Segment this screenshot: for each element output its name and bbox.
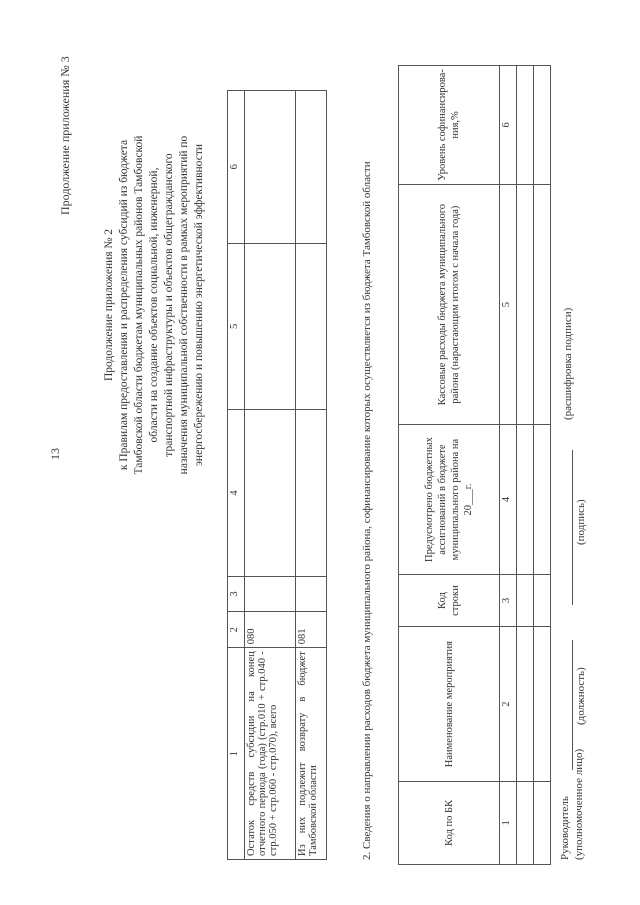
row-name: Остаток средств субсидии на конец отчетного периода (года) (стр.010 + стр.040 - стр.050 + стр.060 - стр.070), всего: [245, 648, 296, 860]
row-code: 080: [245, 612, 296, 648]
table-header-row: [228, 91, 245, 860]
col-number: 6: [500, 66, 517, 185]
table-cell: [534, 425, 551, 574]
page-number: 13: [48, 448, 62, 460]
col-header: 1: [228, 648, 245, 860]
decode-caption: (расшифровка подписи): [562, 307, 574, 420]
table-cell: [517, 627, 534, 781]
table-cell: [517, 66, 534, 185]
signature-line: [572, 450, 573, 605]
table-row: [245, 91, 296, 860]
position-caption: (должность): [575, 667, 587, 725]
table-cell: [517, 184, 534, 425]
appendix-2-title: Продолжение приложения № 2: [103, 228, 115, 382]
position-line: [572, 640, 573, 770]
table-header-row: [399, 66, 500, 865]
col-number: 5: [500, 184, 517, 425]
signature-head-subtitle: (уполномоченное лицо): [573, 748, 585, 860]
col-number: 4: [500, 425, 517, 574]
table-cell: [534, 781, 551, 864]
table-cell: [296, 91, 327, 244]
appendix-3-continuation: Продолжение приложения № 3: [58, 56, 72, 215]
expenses-table: [398, 65, 551, 865]
appendix-2-line: области на создание объектов социальной, инженерной,: [148, 167, 160, 443]
appendix-2-line: транспортной инфраструктуры и объектов общегражданского: [163, 153, 175, 457]
appendix-2-line: энергосбережению и повышению энергетической эффективности: [193, 144, 205, 466]
table-cell: [245, 576, 296, 611]
table-cell: [534, 66, 551, 185]
col-header: Код по БК: [399, 781, 500, 864]
signature-head-title: Руководитель: [559, 796, 571, 860]
row-code: 081: [296, 612, 327, 648]
table-cell: [517, 574, 534, 627]
appendix-2-line: Тамбовской области бюджетам муниципальных районов Тамбовской: [133, 135, 145, 475]
appendix-2-line: назначения муниципальной собственности в рамках мероприятий по: [178, 135, 190, 475]
signature-caption: (подпись): [575, 499, 587, 545]
col-header: Код строки: [399, 574, 500, 627]
row-name: Из них подлежит возврату в бюджет Тамбовской области: [296, 648, 327, 860]
subsidy-balance-table: [227, 90, 327, 860]
col-header: 2: [228, 612, 245, 648]
appendix-2-line: к Правилам предоставления и распределения субсидий из бюджета: [118, 139, 130, 471]
table-row: [296, 91, 327, 860]
col-number: 2: [500, 627, 517, 781]
appendix-2-header: [102, 5, 207, 605]
col-header: Наименование мероприятия: [399, 627, 500, 781]
table-cell: [245, 91, 296, 244]
col-header: Кассовые расходы бюджета муниципального района (нарастающим итогом с начала года): [399, 184, 500, 425]
table-number-row: [500, 66, 517, 865]
table-cell: [296, 243, 327, 410]
table-cell: [517, 781, 534, 864]
table-cell: [534, 574, 551, 627]
col-number: 1: [500, 781, 517, 864]
col-header: 3: [228, 576, 245, 611]
col-header: Уровень софинансирова-ния,%: [399, 66, 500, 185]
col-number: 3: [500, 574, 517, 627]
table-cell: [296, 576, 327, 611]
table-cell: [245, 243, 296, 410]
table-cell: [517, 425, 534, 574]
table-cell: [245, 410, 296, 577]
section-2-title: 2. Сведения о направлении расходов бюджета муниципального района, софинансирование которых осуществляется из бюджета Тамбовской области: [361, 161, 373, 860]
col-header: 5: [228, 243, 245, 410]
table-row: [534, 66, 551, 865]
table-cell: [534, 184, 551, 425]
table-cell: [534, 627, 551, 781]
col-header: Предусмотрено бюджетных ассигнований в бюджете муниципального района на 20___г.: [399, 425, 500, 574]
table-row: [517, 66, 534, 865]
col-header: 4: [228, 410, 245, 577]
col-header: 6: [228, 91, 245, 244]
table-cell: [296, 410, 327, 577]
